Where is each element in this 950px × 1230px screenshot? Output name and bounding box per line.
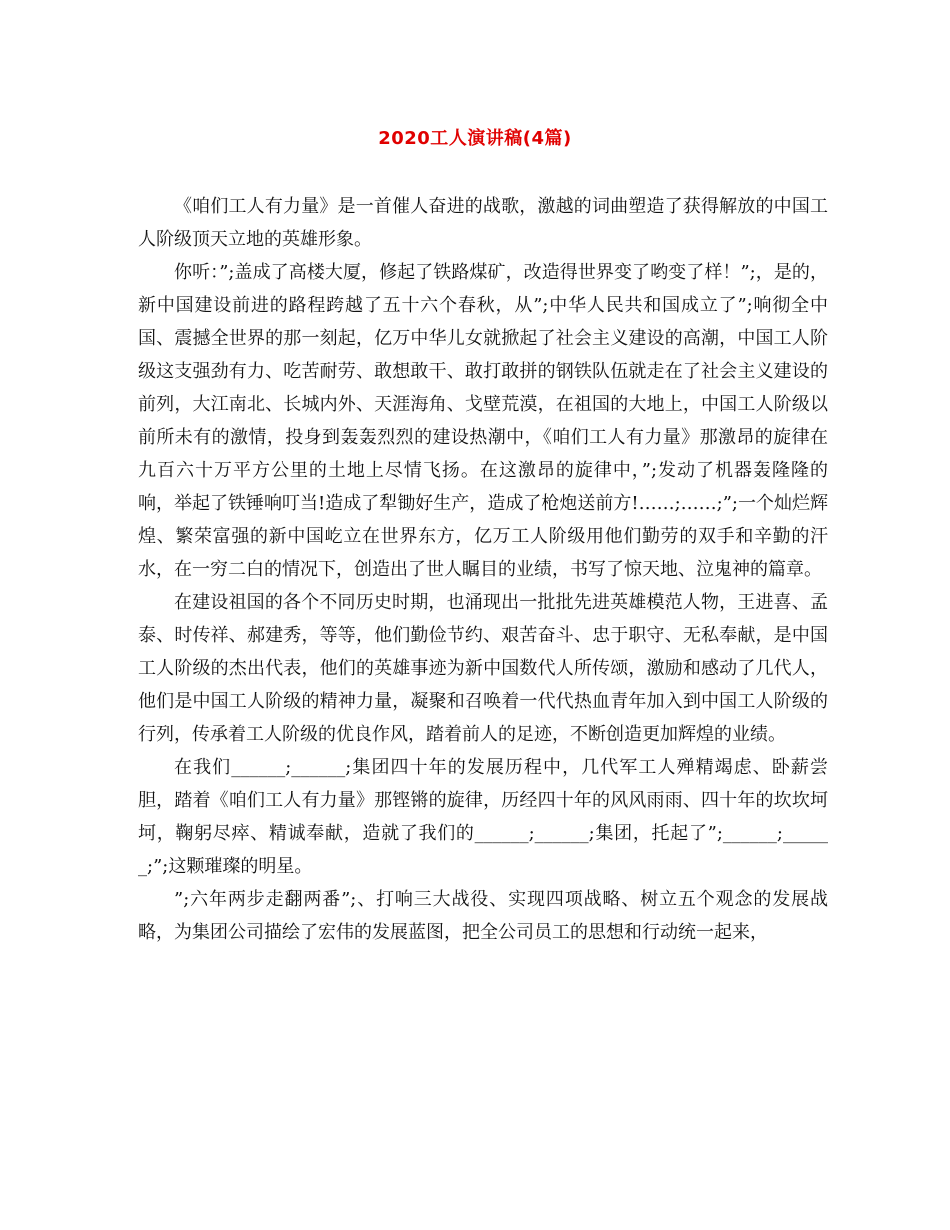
- paragraph-1: 《咱们工人有力量》是一首催人奋进的战歌，激越的词曲塑造了获得解放的中国工人阶级顶天立地的英雄形象。: [138, 196, 828, 250]
- document-body: [138, 190, 828, 949]
- paragraph-4: 在我们______;______;集团四十年的发展历程中，几代军工人殚精竭虑、卧薪尝胆，踏着《咱们工人有力量》那铿锵的旋律，历经四十年的风风雨雨、四十年的坎坎坷坷，鞠躬尽瘁、精诚奉献，造就了我们的______;______;集团，托起了”;______;______;”;这颗璀璨的明星。: [138, 757, 828, 877]
- paragraph-2: 你听：”;盖成了高楼大厦，修起了铁路煤矿，改造得世界变了哟变了样！”;，是的，新中国建设前进的路程跨越了五十六个春秋，从”;中华人民共和国成立了”;响彻全中国、震撼全世界的那一刻起，亿万中华儿女就掀起了社会主义建设的高潮，中国工人阶级这支强劲有力、吃苦耐劳、敢想敢干、敢打敢拼的钢铁队伍就走在了社会主义建设的前列，大江南北、长城内外、天涯海角、戈壁荒漠，在祖国的大地上，中国工人阶级以前所未有的激情，投身到轰轰烈烈的建设热潮中，《咱们工人有力量》那激昂的旋律在九百六十万平方公里的土地上尽情飞扬。在这激昂的旋律中，”;发动了机器轰隆隆的响，举起了铁锤响叮当!造成了犁锄好生产，造成了枪炮送前方!……;……;”;一个灿烂辉煌、繁荣富强的新中国屹立在世界东方，亿万工人阶级用他们勤劳的双手和辛勤的汗水，在一穷二白的情况下，创造出了世人瞩目的业绩，书写了惊天地、泣鬼神的篇章。: [138, 262, 828, 580]
- document-title: 2020工人演讲稿(4篇): [378, 128, 572, 149]
- paragraph-5: ”;六年两步走翻两番”;、打响三大战役、实现四项战略、树立五个观念的发展战略，为集团公司描绘了宏伟的发展蓝图，把全公司员工的思想和行动统一起来，: [138, 889, 828, 943]
- paragraph-3: 在建设祖国的各个不同历史时期，也涌现出一批批先进英雄模范人物，王进喜、孟泰、时传祥、郝建秀，等等，他们勤俭节约、艰苦奋斗、忠于职守、无私奉献，是中国工人阶级的杰出代表，他们的英雄事迹为新中国数代人所传颂，激励和感动了几代人，他们是中国工人阶级的精神力量，凝聚和召唤着一代代热血青年加入到中国工人阶级的行列，传承着工人阶级的优良作风，踏着前人的足迹，不断创造更加辉煌的业绩。: [138, 592, 828, 745]
